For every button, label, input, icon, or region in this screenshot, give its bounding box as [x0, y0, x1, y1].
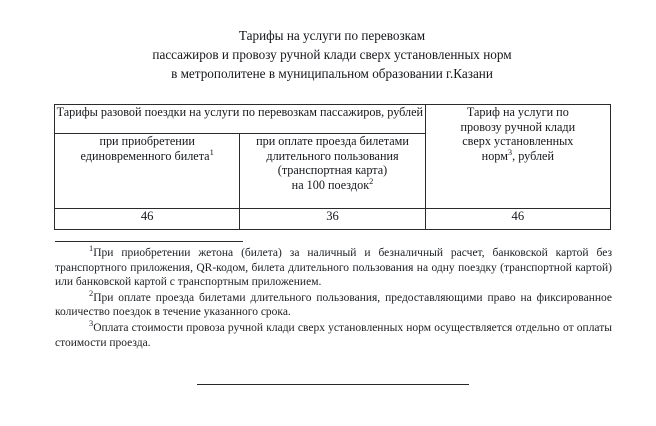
footnote-3-text: Оплата стоимости провоза ручной клади сверх установленных норм осуществляется отдельно от оплаты стоимости проезда.	[55, 321, 612, 349]
header-single-ticket	[55, 134, 240, 209]
footnote-1-text: При приобретении жетона (билета) за наличный и безналичный расчет, банковской картой без транспортного приложения, QR-кодом, билета длительного пользования на одну поездку (транспортной картой) или банковской картой с транспортным приложением.	[55, 247, 612, 289]
header-hand-luggage-line-3: сверх установленных	[462, 134, 574, 149]
header-long-term-card	[240, 134, 425, 209]
header-single-ticket-line-1: при приобретении	[99, 134, 195, 148]
header-hand-luggage-line-2: провозу ручной клади	[460, 119, 576, 134]
header-long-term-card-line-2: длительного пользования	[266, 148, 399, 163]
page-title	[54, 26, 610, 83]
header-hand-luggage-line-4-tail: , рублей	[512, 148, 554, 163]
tariff-table	[54, 104, 611, 230]
value-long-term-card-100: 36	[240, 209, 425, 230]
table-header-row-group	[55, 105, 611, 134]
header-hand-luggage-line-4: норм	[481, 148, 508, 163]
header-long-term-card-line-3: (транспортная карта)	[277, 163, 388, 178]
footnote-marker-2-ref: 2	[369, 176, 374, 186]
bottom-divider	[197, 384, 469, 385]
value-hand-luggage: 46	[425, 209, 610, 230]
footnote-2	[55, 288, 612, 320]
header-long-term-card-line-4: на 100 поездок	[291, 177, 370, 192]
footnotes-section	[55, 246, 612, 351]
value-single-ticket: 46	[55, 209, 240, 230]
page-title-line-3: в метрополитене в муниципальном образовании г.Казани	[171, 66, 493, 81]
page-title-line-1: Тарифы на услуги по перевозкам	[238, 28, 426, 43]
header-hand-luggage-tariff	[425, 105, 610, 209]
footnote-1-marker: 1	[89, 244, 94, 254]
footnote-3-marker: 3	[89, 319, 94, 329]
footnote-separator	[55, 241, 243, 242]
page-title-line-2: пассажиров и провозу ручной клади сверх установленных норм	[152, 47, 512, 62]
footnote-2-marker: 2	[89, 288, 94, 298]
table-row	[55, 209, 611, 230]
header-hand-luggage-line-1: Тариф на услуги по	[466, 105, 569, 119]
header-group-passenger-tariffs: Тарифы разовой поездки на услуги по перевозкам пассажиров, рублей	[55, 105, 426, 134]
footnote-marker-1-ref: 1	[209, 147, 214, 157]
footnote-3	[55, 321, 612, 350]
footnote-1	[55, 246, 612, 290]
header-long-term-card-line-1: при оплате проезда билетами	[256, 134, 409, 148]
footnote-marker-3-ref: 3	[507, 147, 513, 157]
header-single-ticket-line-2: единовременного билета	[80, 148, 210, 163]
footnote-2-text: При оплате проезда билетами длительного пользования, предоставляющими право на фиксированное количество поездок в течение указанного срока.	[55, 291, 612, 319]
